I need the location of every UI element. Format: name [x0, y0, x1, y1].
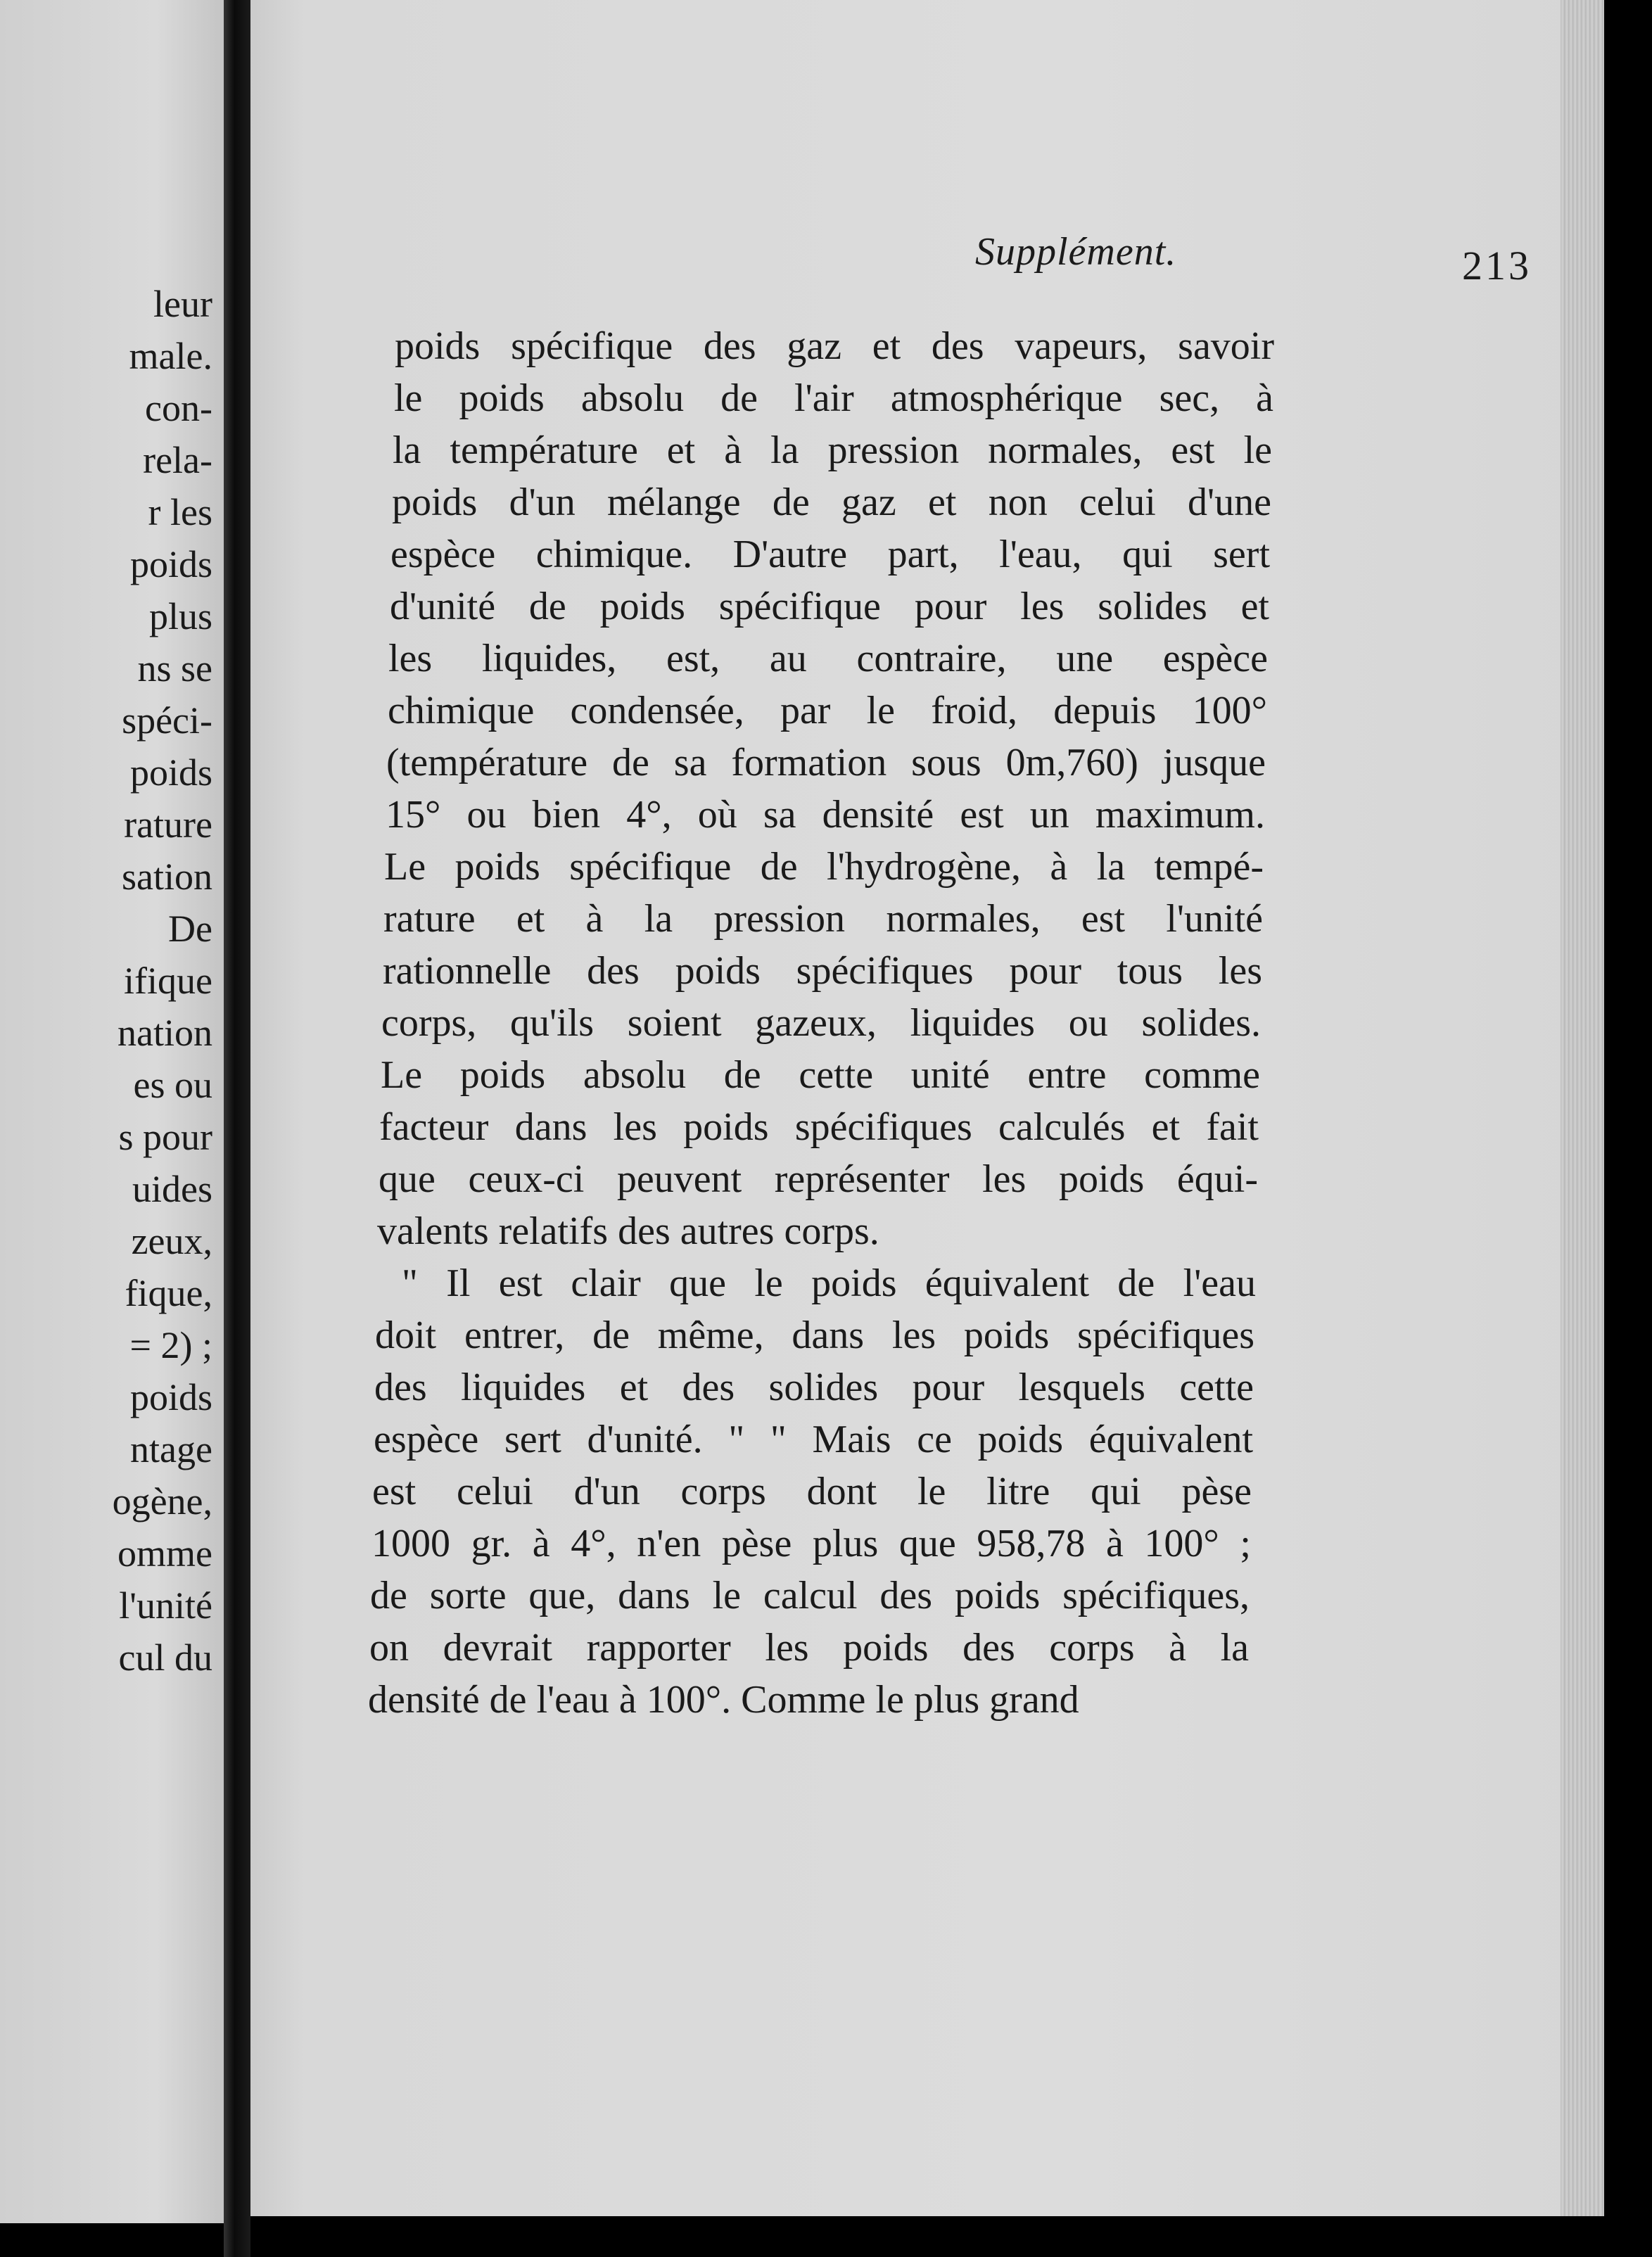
- left-page-line: nation: [117, 1012, 212, 1054]
- body-text-line: doit entrer, de même, dans les poids spécifiques: [375, 1314, 1254, 1357]
- running-head: Supplément.: [975, 230, 1177, 274]
- body-text-line: espèce chimique. D'autre part, l'eau, qui sert: [390, 533, 1270, 576]
- body-text-line: les liquides, est, au contraire, une espèce: [388, 637, 1268, 680]
- left-page-line: l'unité: [119, 1584, 212, 1627]
- body-text-line: la température et à la pression normales, est le: [393, 428, 1272, 472]
- left-page-line: omme: [117, 1532, 212, 1575]
- left-page-line: ns se: [137, 647, 212, 689]
- left-page-line: con-: [145, 387, 212, 429]
- body-text-line: le poids absolu de l'air atmosphérique sec, à: [394, 376, 1273, 420]
- right-page: [250, 0, 1604, 2216]
- left-page-line: rela-: [143, 439, 212, 481]
- left-page-line: ogène,: [112, 1480, 212, 1522]
- page-edge: [1561, 0, 1604, 2216]
- body-text-line: on devrait rapporter les poids des corps à la: [369, 1626, 1249, 1670]
- body-text-line: Le poids spécifique de l'hydrogène, à la tempé-: [384, 845, 1264, 889]
- body-text-line: facteur dans les poids spécifiques calculés et fait: [379, 1105, 1259, 1149]
- body-text-line: 1000 gr. à 4°, n'en pèse plus que 958,78 à 100° ;: [371, 1522, 1251, 1565]
- left-page-line: poids: [129, 1376, 212, 1418]
- left-page-line: r les: [148, 491, 212, 533]
- body-text-line: est celui d'un corps dont le litre qui pèse: [372, 1470, 1252, 1513]
- left-page-line: zeux,: [131, 1220, 212, 1262]
- body-text-line: de sorte que, dans le calcul des poids spécifiques,: [370, 1574, 1250, 1617]
- body-text-line: que ceux-ci peuvent représenter les poids équi-: [379, 1157, 1258, 1201]
- body-text-line: " Il est clair que le poids équivalent de l'eau: [402, 1261, 1256, 1305]
- book-gutter: [224, 0, 250, 2257]
- left-page-line: uides: [132, 1168, 212, 1210]
- left-page-line: poids: [129, 751, 212, 794]
- left-page-line: es ou: [133, 1064, 212, 1106]
- left-page-line: sation: [122, 856, 212, 898]
- left-page-line: s pour: [118, 1116, 212, 1158]
- left-page-line: De: [168, 908, 212, 950]
- body-text-line: rationnelle des poids spécifiques pour tous les: [383, 949, 1262, 993]
- body-text-line: chimique condensée, par le froid, depuis 100°: [388, 689, 1267, 732]
- left-page-line: cul du: [118, 1636, 212, 1679]
- body-text-line: d'unité de poids spécifique pour les solides et: [390, 585, 1269, 628]
- left-page-line: leur: [153, 283, 212, 325]
- body-text-line: poids spécifique des gaz et des vapeurs, savoir: [395, 324, 1274, 368]
- left-page-line: ifique: [124, 960, 212, 1002]
- page-number: 213: [1462, 243, 1532, 288]
- body-text-line: rature et à la pression normales, est l'unité: [383, 897, 1263, 941]
- body-text-line: (température de sa formation sous 0m,760) jusque: [386, 741, 1266, 784]
- left-page-line: rature: [124, 803, 212, 846]
- left-page-line: male.: [129, 335, 212, 377]
- body-text-line: espèce sert d'unité. " " Mais ce poids équivalent: [374, 1418, 1253, 1461]
- body-text-line: poids d'un mélange de gaz et non celui d'une: [392, 481, 1271, 524]
- left-page-line: plus: [148, 595, 212, 637]
- left-page-line: poids: [129, 543, 212, 585]
- body-text-line: corps, qu'ils soient gazeux, liquides ou solides.: [381, 1001, 1261, 1045]
- left-page-line: ntage: [130, 1428, 212, 1470]
- body-text-line: Le poids absolu de cette unité entre comme: [381, 1053, 1260, 1097]
- body-text-line: densité de l'eau à 100°. Comme le plus grand: [368, 1678, 1079, 1722]
- left-page-line: spéci-: [122, 699, 212, 742]
- body-text-line: 15° ou bien 4°, où sa densité est un maximum.: [386, 793, 1265, 837]
- body-text-line: des liquides et des solides pour lesquels cette: [374, 1366, 1254, 1409]
- left-page-line: fique,: [125, 1272, 212, 1314]
- body-text-line: valents relatifs des autres corps.: [377, 1209, 879, 1253]
- left-page-line: = 2) ;: [129, 1324, 212, 1366]
- left-page: [0, 0, 224, 2223]
